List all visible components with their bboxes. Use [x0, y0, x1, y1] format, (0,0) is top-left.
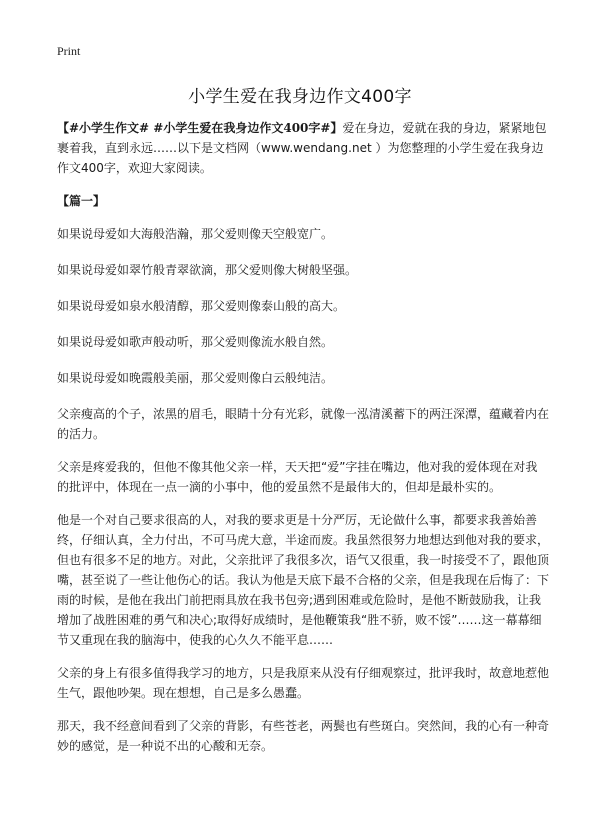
body-paragraph: 他是一个对自己要求很高的人，对我的要求更是十分严厉，无论做什么事，都要求我善始善终，仔细认真，全力付出，不可马虎大意，半途而废。我虽然很努力地想达到他对我的要求，但也有很多不足的地方。对此，父亲批评了我很多次，语气又很重，我一时接受不了，跟他顶嘴，甚至说了一些让他伤心的话。我认为他是天底下最不合格的父亲，但是我现在后悔了：下雨的时候，是他在我出门前把雨具放在我书包旁;遇到困难或危险时，是他不断鼓励我，让我增加了战胜困难的勇气和决心;取得好成绩时，是他鞭策我“胜不骄，败不馁”……这一幕幕细节又重现在我的脑海中，使我的心久久不能平息…… [57, 513, 550, 647]
body-paragraph: 如果说母爱如泉水般清醇，那父爱则像泰山般的高大。 [57, 299, 346, 313]
intro-text: 爱在身边，爱就在我的身边，紧紧地包裹着我，直到永远……以下是文档网（www.wendang.net ）为您整理的小学生爱在我身边作文400字，欢迎大家阅读。 [57, 121, 547, 175]
body-paragraph: 父亲是疼爱我的，但他不像其他父亲一样，天天把“爱”字挂在嘴边，他对我的爱体现在对我的批评中，体现在一点一滴的小事中，他的爱虽然不是最伟大的，但却是最朴实的。 [57, 460, 538, 494]
intro-paragraph [57, 118, 549, 178]
document-body [57, 118, 549, 769]
body-paragraph: 那天，我不经意间看到了父亲的背影，有些苍老，两鬓也有些斑白。突然间，我的心有一种奇妙的感觉，是一种说不出的心酸和无奈。 [57, 719, 550, 753]
body-paragraph: 如果说母爱如大海般浩瀚，那父爱则像天空般宽广。 [57, 227, 334, 241]
print-label[interactable]: Print [57, 44, 81, 58]
body-paragraph: 如果说母爱如歌声般动听，那父爱则像流水般自然。 [57, 335, 334, 349]
body-paragraph: 父亲的身上有很多值得我学习的地方，只是我原来从没有仔细观察过，批评我时，故意地惹他生气，跟他吵架。现在想想，自己是多么愚蠢。 [57, 666, 550, 700]
body-paragraph: 如果说母爱如翠竹般青翠欲滴，那父爱则像大树般坚强。 [57, 263, 358, 277]
body-paragraph: 如果说母爱如晚霞般美丽，那父爱则像白云般纯洁。 [57, 371, 334, 385]
body-paragraph: 父亲瘦高的个子，浓黑的眉毛，眼睛十分有光彩，就像一泓清溪蓄下的两汪深潭，蕴藏着内在的活力。 [57, 407, 550, 441]
intro-tag: 【#小学生作文# #小学生爱在我身边作文400字#】 [57, 121, 343, 135]
section-heading: 【篇一】 [57, 194, 106, 208]
page-title: 小学生爱在我身边作文400字 [188, 87, 412, 107]
short-paragraph-group [57, 224, 549, 388]
